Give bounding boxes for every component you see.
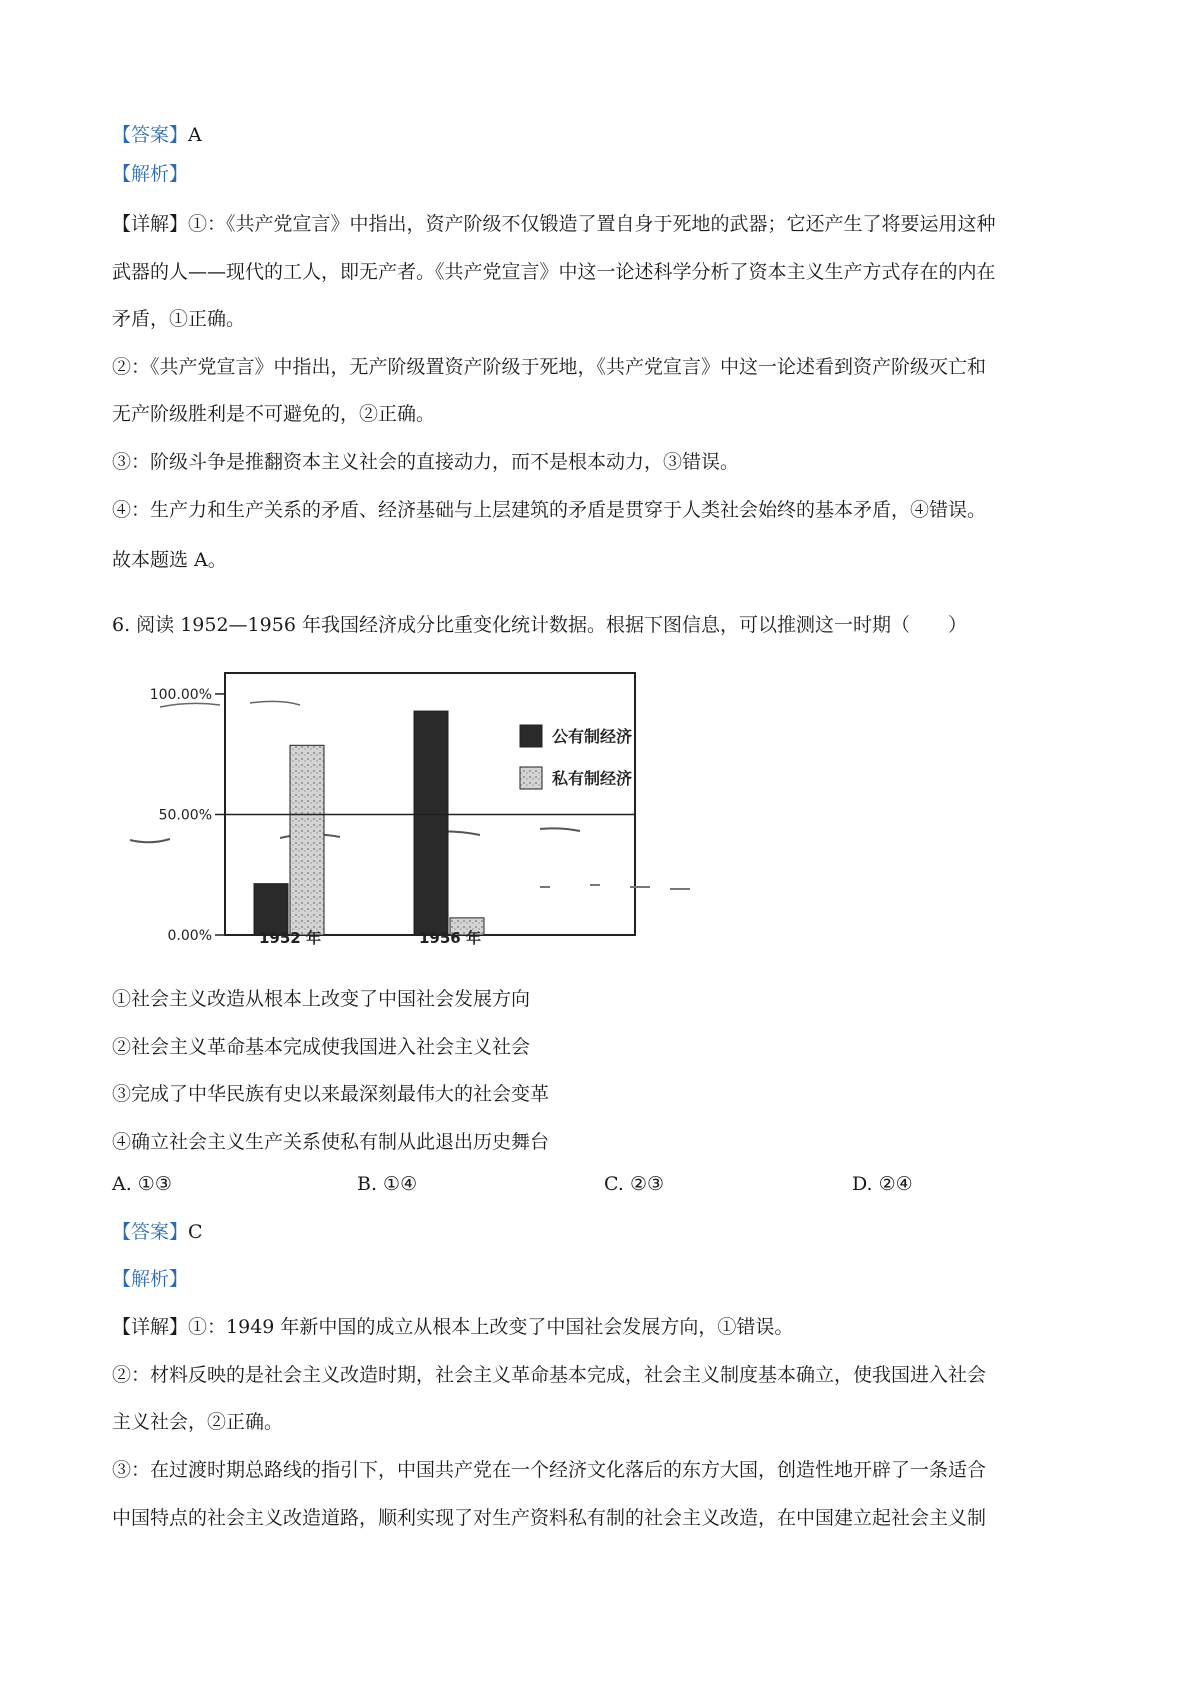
q6-answer-line [112,1218,1102,1246]
q6-detail-line-3: ③：在过渡时期总路线的指引下，中国共产党在一个经济文化落后的东方大国，创造性地开辟了一条适合 [112,1459,987,1481]
answer-value: A [188,124,202,146]
q6-statement-1: ①社会主义改造从根本上改变了中国社会发展方向 [112,988,531,1010]
x-tick-label: 1952 年 [259,929,321,945]
q6-detail-line-4: 中国特点的社会主义改造道路，顺利实现了对生产资料私有制的社会主义改造，在中国建立起社会主义制 [112,1507,987,1529]
q6-stem: 6. 阅读 1952—1956 年我国经济成分比重变化统计数据。根据下图信息，可以推测这一时期（ ） [112,614,967,636]
answer-tag: 【答案】 [112,1221,189,1243]
legend-label: 公有制经济 [552,727,633,746]
answer-value: C [188,1221,203,1243]
y-tick-label: 0.00% [167,928,212,944]
q5-detail-line-6: ④：生产力和生产关系的矛盾、经济基础与上层建筑的矛盾是贯穿于人类社会始终的基本矛盾，④错误。 [112,499,987,521]
economy-composition-chart [120,655,720,945]
q6-analysis-tag-line [112,1265,1102,1293]
q5-detail-line-0 [112,210,1102,238]
q5-detail-line-3: ②：《共产党宣言》中指出，无产阶级置资产阶级于死地，《共产党宣言》中这一论述看到资产阶级灭亡和 [112,356,987,378]
detail-text: ①：《共产党宣言》中指出，资产阶级不仅锻造了置自身于死地的武器；它还产生了将要运用这种 [188,213,996,235]
bar-private-0 [290,745,324,935]
answer-tag: 【答案】 [112,124,189,146]
legend-swatch [520,767,542,789]
q5-conclusion: 故本题选 A。 [112,549,227,571]
scan-artifact [540,885,690,889]
q6-detail-line-1: ②：材料反映的是社会主义改造时期，社会主义革命基本完成，社会主义制度基本确立，使我国进入社会 [112,1364,987,1386]
x-tick-label: 1956 年 [419,929,481,945]
option-b[interactable]: B. ①④ [357,1173,418,1195]
legend-label: 私有制经济 [552,769,633,788]
q5-detail-line-1: 武器的人——现代的工人，即无产者。《共产党宣言》中这一论述科学分析了资本主义生产方式存在的内在 [112,261,996,283]
analysis-tag: 【解析】 [112,1268,189,1290]
ticks-group [150,687,635,945]
bar-public-1 [414,711,448,935]
q5-detail-line-4: 无产阶级胜利是不可避免的，②正确。 [112,403,436,425]
detail-tag: 【详解】 [112,1316,189,1338]
analysis-tag: 【解析】 [112,163,189,185]
detail-tag: 【详解】 [112,213,189,235]
q5-analysis-tag-line [112,160,1102,188]
q5-answer-line [112,121,1102,149]
bar-public-0 [254,884,288,935]
q5-detail-line-5: ③：阶级斗争是推翻资本主义社会的直接动力，而不是根本动力，③错误。 [112,451,740,473]
option-d[interactable]: D. ②④ [852,1173,913,1195]
scan-artifact [130,828,580,842]
y-tick-label: 100.00% [149,686,212,703]
q6-detail-line-0 [112,1313,1102,1341]
legend-swatch [520,725,542,747]
chart-svg [120,655,720,945]
bars-group [254,711,484,935]
q6-statement-3: ③完成了中华民族有史以来最深刻最伟大的社会变革 [112,1083,550,1105]
q6-statement-2: ②社会主义革命基本完成使我国进入社会主义社会 [112,1036,531,1058]
detail-text: ①：1949 年新中国的成立从根本上改变了中国社会发展方向，①错误。 [188,1316,794,1338]
legend-group [520,725,632,789]
option-c[interactable]: C. ②③ [604,1173,665,1195]
q5-detail-line-2: 矛盾，①正确。 [112,308,246,330]
option-a[interactable]: A. ①③ [112,1173,172,1195]
y-tick-label: 50.00% [158,807,212,824]
q6-statement-4: ④确立社会主义生产关系使私有制从此退出历史舞台 [112,1131,550,1153]
q6-detail-line-2: 主义社会，②正确。 [112,1411,284,1433]
